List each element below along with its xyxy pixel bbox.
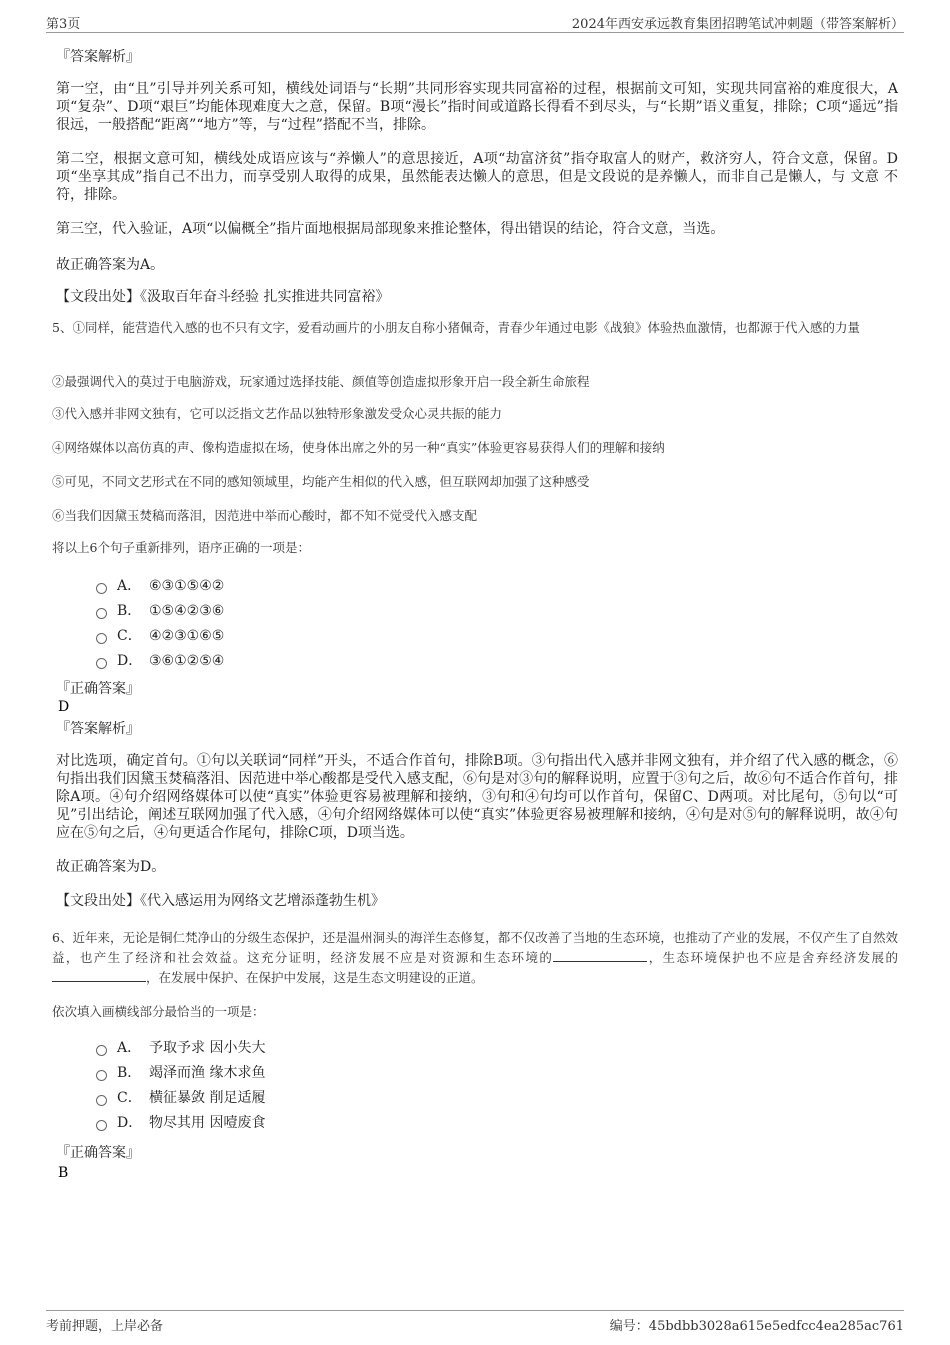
q5-option-b[interactable]	[96, 601, 224, 621]
option-text: 予取予求 因小失大	[149, 1040, 266, 1056]
q5-answer-label: 『正确答案』	[56, 681, 140, 697]
option-letter: D．	[117, 1115, 143, 1131]
q5-sentence-5: ⑤可见，不同文艺形式在不同的感知领域里，均能产生相似的代入感，但互联网却加强了这种感受	[52, 474, 590, 489]
q6-blank-2	[52, 969, 146, 982]
q5-source: 【文段出处】《代入感运用为网络文艺增添蓬勃生机》	[56, 893, 385, 909]
footer-slogan: 考前押题，上岸必备	[46, 1319, 164, 1334]
q4-analysis-para1: 第一空，由“且”引导并列关系可知，横线处词语与“长期”共同形容实现共同富裕的过程，根据前文可知，实现共同富裕的难度很大，A项“复杂”、D项“艰巨”均能体现难度大之意，保留。B项“漫长”指时间或道路长得看不到尽头，与“长期”语义重复，排除；C项“遥远”指很远，一般搭配“距离”“地方”等，与“过程”搭配不当，排除。	[56, 81, 898, 133]
radio-icon[interactable]	[96, 608, 107, 619]
option-text: 竭泽而渔 缘木求鱼	[149, 1065, 266, 1081]
q6-stem-part-1: 6、近年来，无论是铜仁梵净山的分级生态保护，还是温州洞头的海洋生态修复，都不仅改善了当地的生态环境，也推动了产业的发展，不仅产生了自然效益，也产生了经济和社会效益。这充分证明，经济发展不应是对资源和生态环境的	[52, 930, 898, 965]
q5-prompt: 将以上6个句子重新排列，语序正确的一项是：	[52, 540, 310, 555]
q6-option-b[interactable]	[96, 1063, 265, 1083]
option-text: 物尽其用 因噎废食	[149, 1115, 266, 1131]
q6-option-c[interactable]	[96, 1088, 265, 1108]
radio-icon[interactable]	[96, 1120, 107, 1131]
radio-icon[interactable]	[96, 1070, 107, 1081]
option-letter: A．	[117, 1040, 142, 1056]
radio-icon[interactable]	[96, 583, 107, 594]
q4-analysis-label: 『答案解析』	[56, 49, 140, 65]
q6-stem-part-4: ，在发展中保护、在保护中发展，这是生态文明建设的正道。	[146, 970, 484, 985]
q5-option-d[interactable]	[96, 651, 224, 671]
q5-analysis-label: 『答案解析』	[56, 721, 140, 737]
option-letter: C．	[117, 628, 142, 644]
q5-conclusion: 故正确答案为D。	[56, 859, 166, 875]
radio-icon[interactable]	[96, 633, 107, 644]
q6-stem-part-2: ，生态环境保护也不应是舍弃经	[647, 950, 844, 965]
q6-prompt: 依次填入画横线部分最恰当的一项是：	[52, 1004, 265, 1019]
radio-icon[interactable]	[96, 1095, 107, 1106]
radio-icon[interactable]	[96, 1045, 107, 1056]
option-letter: A．	[117, 578, 142, 594]
q4-conclusion: 故正确答案为A。	[56, 257, 165, 273]
q6-stem-part-3: 济发展的	[843, 950, 898, 965]
page-footer	[46, 1310, 904, 1335]
q5-analysis: 对比选项，确定首句。①句以关联词“同样”开头，不适合作首句，排除B项。③句指出代入感并非网文独有，并介绍了代入感的概念，⑥句指出我们因黛玉焚稿落泪、因范进中举心酸都是受代入感支配，⑥句是对③句的解释说明，应置于③句之后，故⑥句不适合作首句，排除A项。④句介绍网络媒体可以使“真实”体验更容易被理解和接纳，③句和④句均可以作首句，保留C、D两项。对比尾句，⑤句以“可见”引出结论，阐述互联网加强了代入感，④句介绍网络媒体可以使“真实”体验更容易被理解和接纳，④句是对⑤句的解释说明，故④句应在⑤句之后，④句更适合作尾句，排除C项，D项当选。	[56, 753, 898, 841]
q5-sentence-4: ④网络媒体以高仿真的声、像构造虚拟在场，使身体出席之外的另一种“真实”体验更容易获得人们的理解和接纳	[52, 440, 665, 455]
q5-sentence-6: ⑥当我们因黛玉焚稿而落泪，因范进中举而心酸时，都不知不觉受代入感支配	[52, 508, 478, 523]
option-letter: C．	[117, 1090, 142, 1106]
q6-answer: B	[58, 1165, 69, 1181]
page-number: 第3页	[46, 17, 81, 32]
q4-analysis-para3: 第三空，代入验证，A项“以偏概全”指片面地根据局部现象来推论整体，得出错误的结论，符合文意，当选。	[56, 221, 725, 237]
q5-sentence-2: ②最强调代入的莫过于电脑游戏，玩家通过选择技能、颜值等创造虚拟形象开启一段全新生命旅程	[52, 374, 590, 389]
option-letter: B．	[117, 603, 142, 619]
radio-icon[interactable]	[96, 658, 107, 669]
q5-option-c[interactable]	[96, 626, 224, 646]
option-text: ⑥③①⑤④②	[149, 578, 225, 594]
option-text: ④②③①⑥⑤	[149, 628, 225, 644]
q6-blank-1	[553, 949, 647, 962]
option-text: 横征暴敛 削足适履	[149, 1090, 266, 1106]
q5-sentence-3: ③代入感并非网文独有，它可以泛指文艺作品以独特形象激发受众心灵共振的能力	[52, 406, 503, 421]
page-header	[46, 10, 904, 33]
document-id: 编号：45bdbb3028a615e5edfcc4ea285ac761	[609, 1319, 904, 1334]
option-letter: D．	[117, 653, 143, 669]
q6-answer-label: 『正确答案』	[56, 1145, 140, 1161]
option-text: ①⑤④②③⑥	[149, 603, 225, 619]
q4-analysis-para2: 第二空，根据文意可知，横线处成语应该与“养懒人”的意思接近，A项“劫富济贫”指夺取富人的财产，救济穷人，符合文意，保留。D项“坐享其成”指自己不出力，而享受别人取得的成果，虽然能表达懒人的意思，但是文段说的是养懒人，而非自己是懒人，与 文意 不符，排除。	[56, 151, 898, 203]
q6-option-d[interactable]	[96, 1113, 265, 1133]
q6-option-a[interactable]	[96, 1038, 265, 1058]
q6-stem	[52, 928, 898, 988]
document-title: 2024年西安承远教育集团招聘笔试冲刺题（带答案解析）	[571, 17, 904, 32]
q5-stem: 5、①同样，能营造代入感的也不只有文字，爱看动画片的小朋友自称小猪佩奇，青春少年通过电影《战狼》体验热血激情，也都源于代入感的力量	[52, 320, 860, 335]
option-text: ③⑥①②⑤④	[149, 653, 225, 669]
q4-source: 【文段出处】《汲取百年奋斗经验 扎实推进共同富裕》	[56, 289, 390, 305]
q5-answer: D	[58, 699, 70, 715]
q5-option-a[interactable]	[96, 576, 224, 596]
option-letter: B．	[117, 1065, 142, 1081]
